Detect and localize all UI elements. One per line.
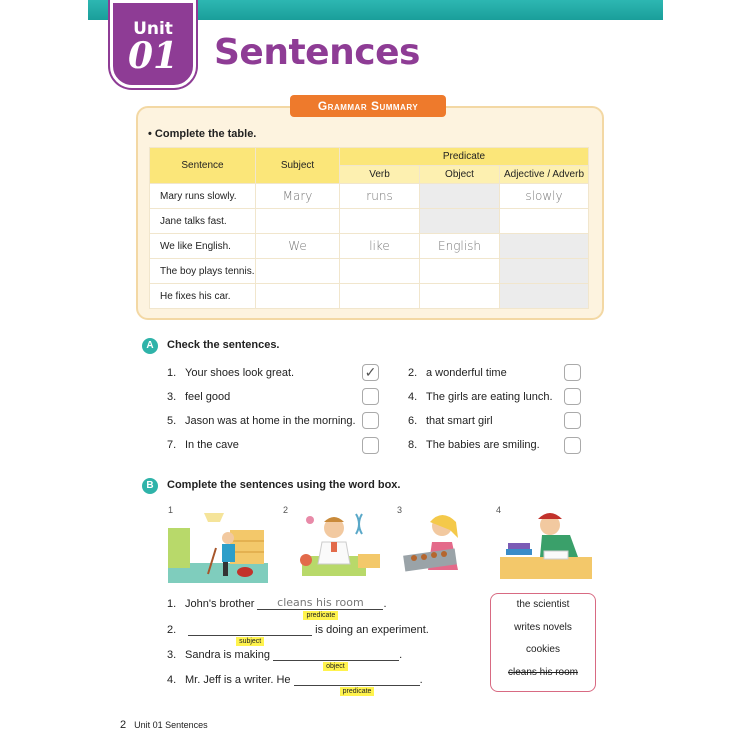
word-option: cookies xyxy=(526,644,560,655)
scientist-picture xyxy=(294,508,394,583)
cell-adj xyxy=(500,234,589,259)
list-item: 7. In the cave xyxy=(167,439,239,451)
hint-tag: predicate xyxy=(340,687,375,696)
unit-tab xyxy=(110,0,196,88)
answer-blank[interactable] xyxy=(294,672,420,695)
girl-baking-picture xyxy=(400,508,500,583)
cell-subject[interactable] xyxy=(256,259,340,284)
word-option: the scientist xyxy=(516,599,570,610)
table-row xyxy=(150,184,589,209)
col-sentence: Sentence xyxy=(150,148,256,184)
cell-verb[interactable] xyxy=(340,209,420,234)
cell-adj[interactable] xyxy=(500,209,589,234)
cell-sentence: He fixes his car. xyxy=(150,284,256,309)
sentence-item-4: 4. Mr. Jeff is a writer. He predicate . xyxy=(167,674,423,695)
col-verb: Verb xyxy=(340,166,420,184)
hint-tag: predicate xyxy=(303,611,338,620)
check-box-5[interactable] xyxy=(362,412,379,429)
cell-sentence: The boy plays tennis. xyxy=(150,259,256,284)
cell-sentence: Jane talks fast. xyxy=(150,209,256,234)
list-item: 4. The girls are eating lunch. xyxy=(408,391,553,403)
table-row xyxy=(150,284,589,309)
cell-subject[interactable] xyxy=(256,209,340,234)
sentence-item-1: 1. John's brother cleans his room predicate . xyxy=(167,596,387,619)
sentence-item-3: 3. Sandra is making object . xyxy=(167,649,403,670)
grammar-summary-tag: Grammar Summary xyxy=(290,95,446,117)
check-box-6[interactable] xyxy=(564,412,581,429)
hint-tag: subject xyxy=(236,637,264,646)
picture-number: 1 xyxy=(168,505,174,515)
answer-blank[interactable] xyxy=(188,622,312,645)
section-a-title: Check the sentences. xyxy=(167,339,280,351)
answer-blank[interactable]: cleans his room predicate xyxy=(257,596,383,610)
cell-verb[interactable] xyxy=(340,259,420,284)
page-title: Sentences xyxy=(214,32,420,73)
cell-subject[interactable] xyxy=(256,284,340,309)
list-item: 8. The babies are smiling. xyxy=(408,439,540,451)
cell-adj[interactable]: slowly xyxy=(500,184,589,209)
list-item: 3. feel good xyxy=(167,391,231,403)
cell-verb[interactable]: like xyxy=(340,234,420,259)
picture-number: 4 xyxy=(496,505,502,515)
check-box-1[interactable]: ✓ xyxy=(362,364,379,381)
writer-picture xyxy=(500,505,600,580)
list-item: 6. that smart girl xyxy=(408,415,493,427)
list-item: 2. a wonderful time xyxy=(408,367,507,379)
check-box-4[interactable] xyxy=(564,388,581,405)
check-box-2[interactable] xyxy=(564,364,581,381)
table-row xyxy=(150,209,589,234)
section-b-title: Complete the sentences using the word box. xyxy=(167,479,401,491)
cell-subject[interactable]: Mary xyxy=(256,184,340,209)
word-box xyxy=(490,593,596,692)
cell-adj xyxy=(500,259,589,284)
unit-label: Unit xyxy=(133,19,173,39)
word-option: writes novels xyxy=(514,621,572,633)
cell-object[interactable]: English xyxy=(420,234,500,259)
list-item: 1. Your shoes look great. xyxy=(167,367,295,379)
sentence-item-2: 2. subject is doing an experiment. xyxy=(167,624,429,645)
section-b-badge: B xyxy=(142,478,158,494)
grammar-table xyxy=(149,147,589,309)
cell-verb[interactable] xyxy=(340,284,420,309)
cell-object xyxy=(420,209,500,234)
section-a-badge: A xyxy=(142,338,158,354)
boy-cleaning-picture xyxy=(168,508,268,583)
table-row xyxy=(150,259,589,284)
col-object: Object xyxy=(420,166,500,184)
check-box-8[interactable] xyxy=(564,437,581,454)
summary-instruction: • Complete the table. xyxy=(148,128,257,140)
list-item: 5. Jason was at home in the morning. xyxy=(167,415,356,427)
picture-number: 3 xyxy=(397,505,403,515)
cell-sentence: We like English. xyxy=(150,234,256,259)
cell-adj xyxy=(500,284,589,309)
page-number: 2 xyxy=(120,719,127,731)
col-subject: Subject xyxy=(256,148,340,184)
table-row xyxy=(150,234,589,259)
cell-verb[interactable]: runs xyxy=(340,184,420,209)
col-adj: Adjective / Adverb xyxy=(500,166,589,184)
cell-sentence: Mary runs slowly. xyxy=(150,184,256,209)
cell-object[interactable] xyxy=(420,259,500,284)
cell-subject[interactable]: We xyxy=(256,234,340,259)
check-box-7[interactable] xyxy=(362,437,379,454)
footer-text: Unit 01 Sentences xyxy=(134,720,208,730)
picture-number: 2 xyxy=(283,505,289,515)
cell-object xyxy=(420,184,500,209)
page-footer xyxy=(120,719,208,731)
unit-number: 01 xyxy=(127,35,179,77)
cell-object[interactable] xyxy=(420,284,500,309)
check-box-3[interactable] xyxy=(362,388,379,405)
hint-tag: object xyxy=(323,662,348,671)
col-predicate: Predicate xyxy=(340,148,589,166)
word-option-used: cleans his room xyxy=(507,666,579,678)
